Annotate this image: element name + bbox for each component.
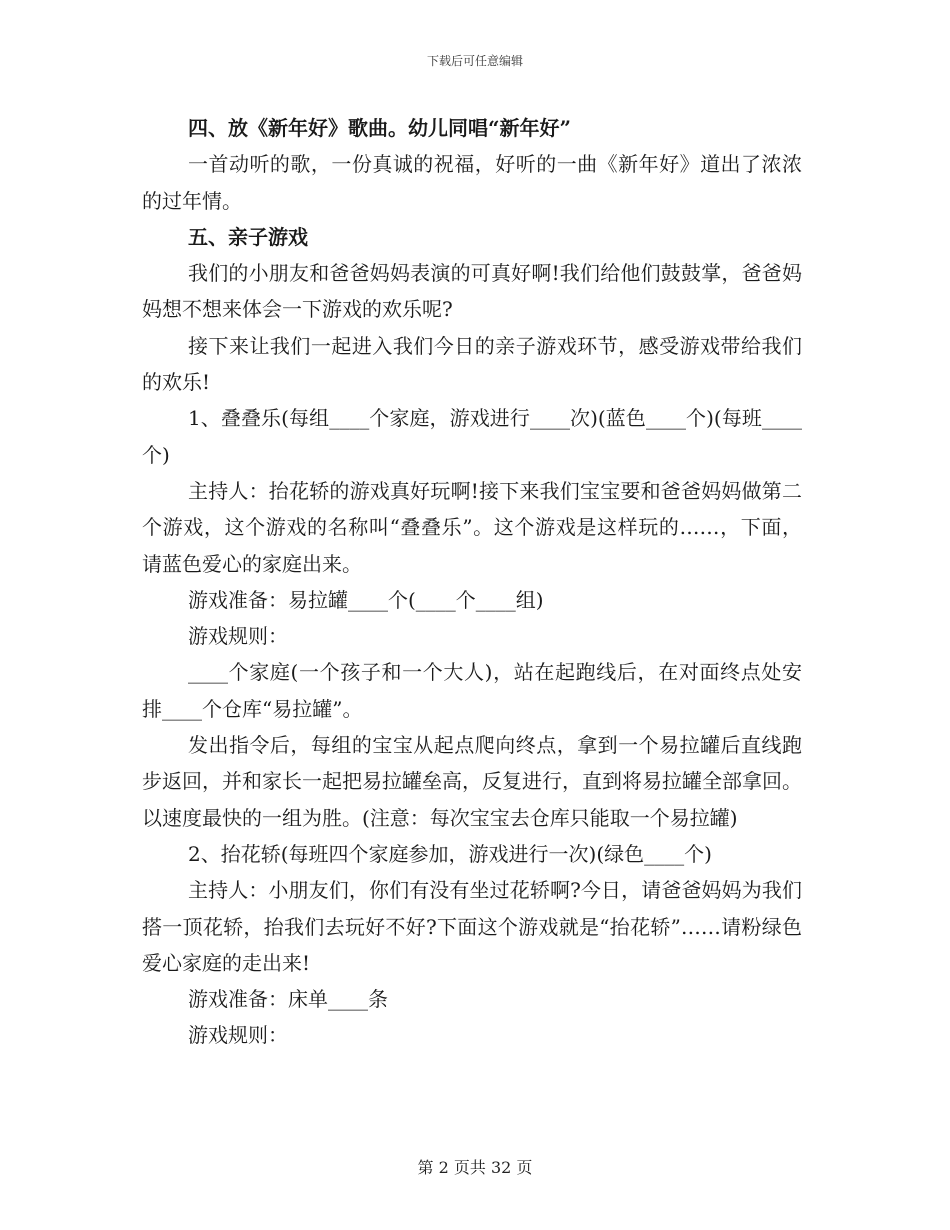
paragraph: 游戏规则： (188, 1023, 288, 1048)
paragraph: 一首动听的歌，一份真诚的祝福，好听的一曲《新年好》道出了浓浓的过年情。 (142, 152, 802, 213)
page-header: 下载后可任意编辑 (426, 54, 523, 68)
paragraph: 主持人：抬花轿的游戏真好玩啊!接下来我们宝宝要和爸爸妈妈做第二个游戏，这个游戏的名称叫“叠叠乐”。这个游戏是这样玩的……，下面，请蓝色爱心的家庭出来。 (142, 478, 802, 576)
paragraph: 2、抬花轿(每班四个家庭参加，游戏进行一次)(绿色____个) (188, 841, 712, 866)
paragraph: 发出指令后，每组的宝宝从起点爬向终点，拿到一个易拉罐后直线跑步返回，并和家长一起把易拉罐垒高，反复进行，直到将易拉罐全部拿回。以速度最快的一组为胜。(注意：每次宝宝去仓库只能取一个易拉罐) (142, 733, 802, 830)
paragraph: 游戏准备：床单____条 (188, 987, 388, 1012)
paragraph: 主持人：小朋友们，你们有没有坐过花轿啊?今日，请爸爸妈妈为我们搭一顶花轿，抬我们去玩好不好?下面这个游戏就是“抬花轿”……请粉绿色爱心家庭的走出来! (142, 878, 802, 975)
paragraph: 游戏规则： (188, 624, 288, 649)
page-footer: 第 2 页共 32 页 (417, 1158, 533, 1177)
paragraph: 游戏准备：易拉罐____个(____个____组) (188, 587, 544, 612)
section-heading: 四、放《新年好》歌曲。幼儿同唱“新年好” (188, 116, 572, 140)
section-heading: 五、亲子游戏 (188, 224, 308, 249)
paragraph: ____个家庭(一个孩子和一个大人)，站在起跑线后，在对面终点处安排____个仓库“易拉罐”。 (142, 660, 802, 721)
paragraph: 我们的小朋友和爸爸妈妈表演的可真好啊!我们给他们鼓鼓掌，爸爸妈妈想不想来体会一下游戏的欢乐呢? (142, 261, 802, 322)
paragraph: 接下来让我们一起进入我们今日的亲子游戏环节，感受游戏带给我们的欢乐! (142, 333, 802, 395)
paragraph: 1、叠叠乐(每组____个家庭，游戏进行____次)(蓝色____个)(每班____个) (142, 406, 802, 467)
document-body (142, 110, 802, 1054)
